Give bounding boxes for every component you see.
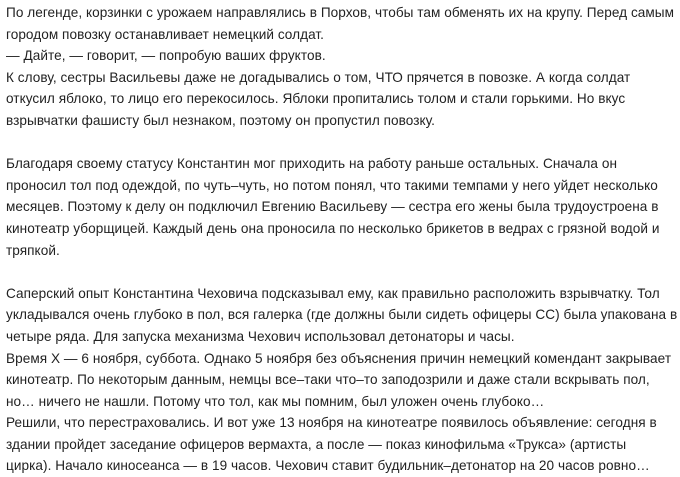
text-line: Время Х — 6 ноября, суббота. Однако 5 ноября без объяснения причин немецкий комендант закрывает xyxy=(6,350,672,366)
text-line: проносил тол под одеждой, по чуть–чуть, но потом понял, что такими темпами у него уйдет несколько xyxy=(6,177,658,193)
text-line: — Дайте, — говорит, — попробую ваших фруктов. xyxy=(6,48,326,64)
text-line: К слову, сестры Васильевы даже не догадывались о том, ЧТО прячется в повозке. А когда солдат xyxy=(6,69,631,85)
text-line: взрывчатки фашисту был незнаком, поэтому он пропустил повозку. xyxy=(6,112,435,128)
text-line: укладывался очень глубоко в пол, вся галерка (где должны были сидеть офицеры СС) была упакована в xyxy=(6,307,678,323)
text-line: Благодаря своему статусу Константин мог приходить на работу раньше остальных. Сначала он xyxy=(6,156,618,172)
text-line: откусил яблоко, то лицо его перекосилось. Яблоки пропитались толом и стали горькими. Но вкус xyxy=(6,91,626,107)
text-line: здании пройдет заседание офицеров вермахта, а после — показ кинофильма «Трукса» (артисты xyxy=(6,436,627,452)
text-line: цирка). Начало киносеанса — в 19 часов. Чехович ставит будильник–детонатор на 20 часов ровно… xyxy=(6,458,650,474)
text-line: Решили, что перестраховались. И вот уже 13 ноября на кинотеатре появилось объявление: сегодня в xyxy=(6,415,657,431)
paragraph-2 xyxy=(6,153,672,261)
text-line: кинотеатр уборщицей. Каждый день она проносила по несколько брикетов в ведрах с грязной водой и xyxy=(6,220,660,236)
text-line: По легенде, корзинки с урожаем направлялись в Порхов, чтобы там обменять их на крупу. Перед самым xyxy=(6,5,675,20)
paragraph-3 xyxy=(6,283,678,477)
text-line: четыре ряда. Для запуска механизма Чехович использовал детонаторы и часы. xyxy=(6,328,515,344)
text-line: Саперский опыт Константина Чеховича подсказывал ему, как правильно расположить взрывчатку. Тол xyxy=(6,285,660,301)
text-line: тряпкой. xyxy=(6,242,60,258)
text-line: месяцев. Поэтому к делу он подключил Евгению Васильеву — сестра его жены была трудоустроена в xyxy=(6,199,659,215)
text-line: но… ничего не нашли. Потому что тол, как мы помним, был уложен очень глубоко… xyxy=(6,393,545,409)
paragraph-1 xyxy=(6,2,675,132)
text-line: городом повозку останавливает немецкий солдат. xyxy=(6,26,324,42)
text-line: кинотеатр. По некоторым данным, немцы все–таки что–то заподозрили и даже стали вскрывать пол, xyxy=(6,372,650,388)
